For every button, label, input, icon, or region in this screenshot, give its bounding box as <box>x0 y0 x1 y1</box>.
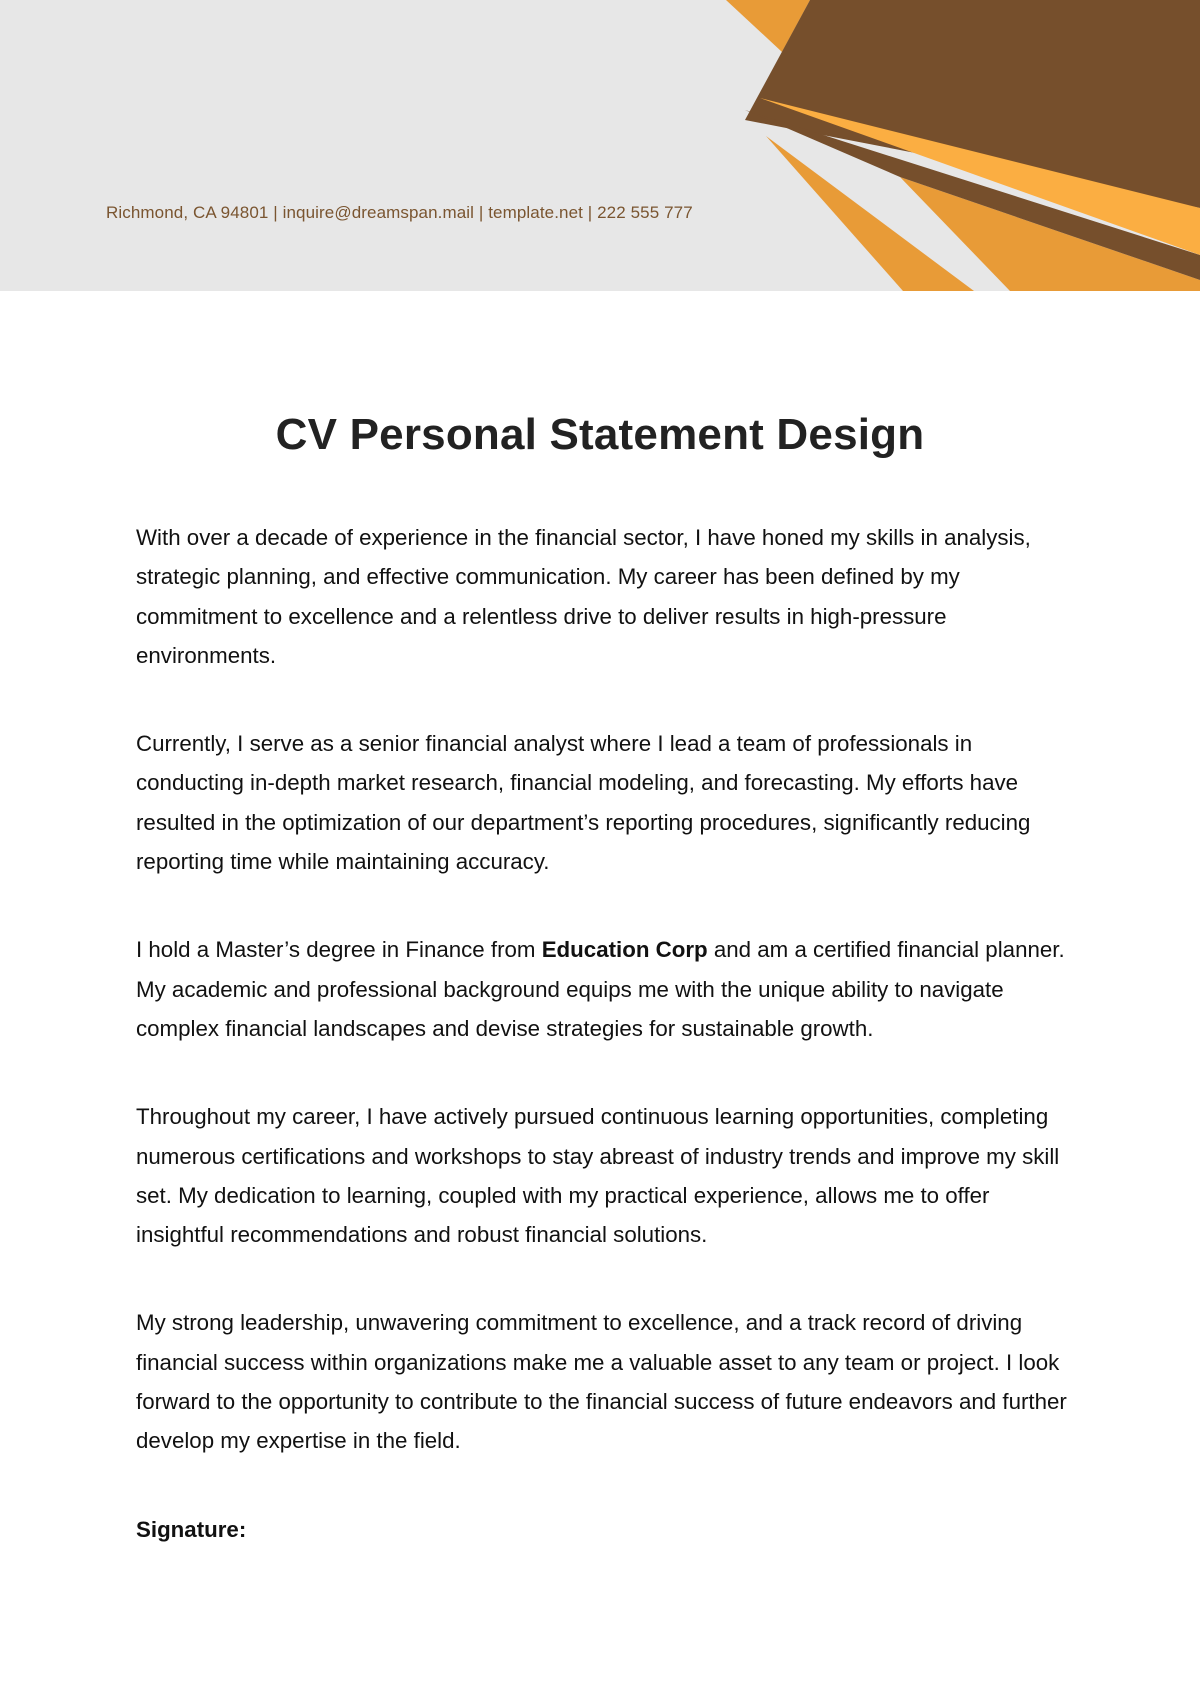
education-text-start: I hold a Master’s degree in Finance from <box>136 937 542 963</box>
education-institution: Education Corp <box>541 937 708 963</box>
statement-body <box>136 518 1076 1549</box>
header-banner <box>0 0 1200 291</box>
paragraph-learning: Throughout my career, I have actively pursued continuous learning opportunities, completing numerous certifications and workshops to stay abreast of industry trends and improve my skill set. My dedication to learning, coupled with my practical experience, allows me to offer insightful recommendations and robust financial solutions. <box>136 1104 1060 1248</box>
education-text-end: and am a certified financial planner. My academic and professional background equips me with the unique ability to navigate complex financial landscapes and devise strategies for sustainable growth. <box>136 937 1065 1041</box>
paragraph-current-role: Currently, I serve as a senior financial analyst where I lead a team of professionals in conducting in-depth market research, financial modeling, and forecasting. My efforts have resulted in the optimization of our department’s reporting procedures, significantly reducing reporting time while maintaining accuracy. <box>136 731 1031 875</box>
paragraph-closing: My strong leadership, unwavering commitment to excellence, and a track record of driving financial success within organizations make me a valuable asset to any team or project. I look forward to the opportunity to contribute to the financial success of future endeavors and further develop my expertise in the field. <box>136 1310 1067 1454</box>
paragraph-experience: With over a decade of experience in the financial sector, I have honed my skills in analysis, strategic planning, and effective communication. My career has been defined by my commitment to excellence and a relentless drive to deliver results in high-pressure environments. <box>136 525 1031 668</box>
contact-info: Richmond, CA 94801 | inquire@dreamspan.mail | template.net | 222 555 777 <box>106 203 693 222</box>
page-title: CV Personal Statement Design <box>275 410 925 459</box>
paragraph-education <box>136 930 1076 1048</box>
decorative-geometric-shapes <box>0 0 1200 291</box>
signature-label: Signature: <box>136 1516 247 1542</box>
